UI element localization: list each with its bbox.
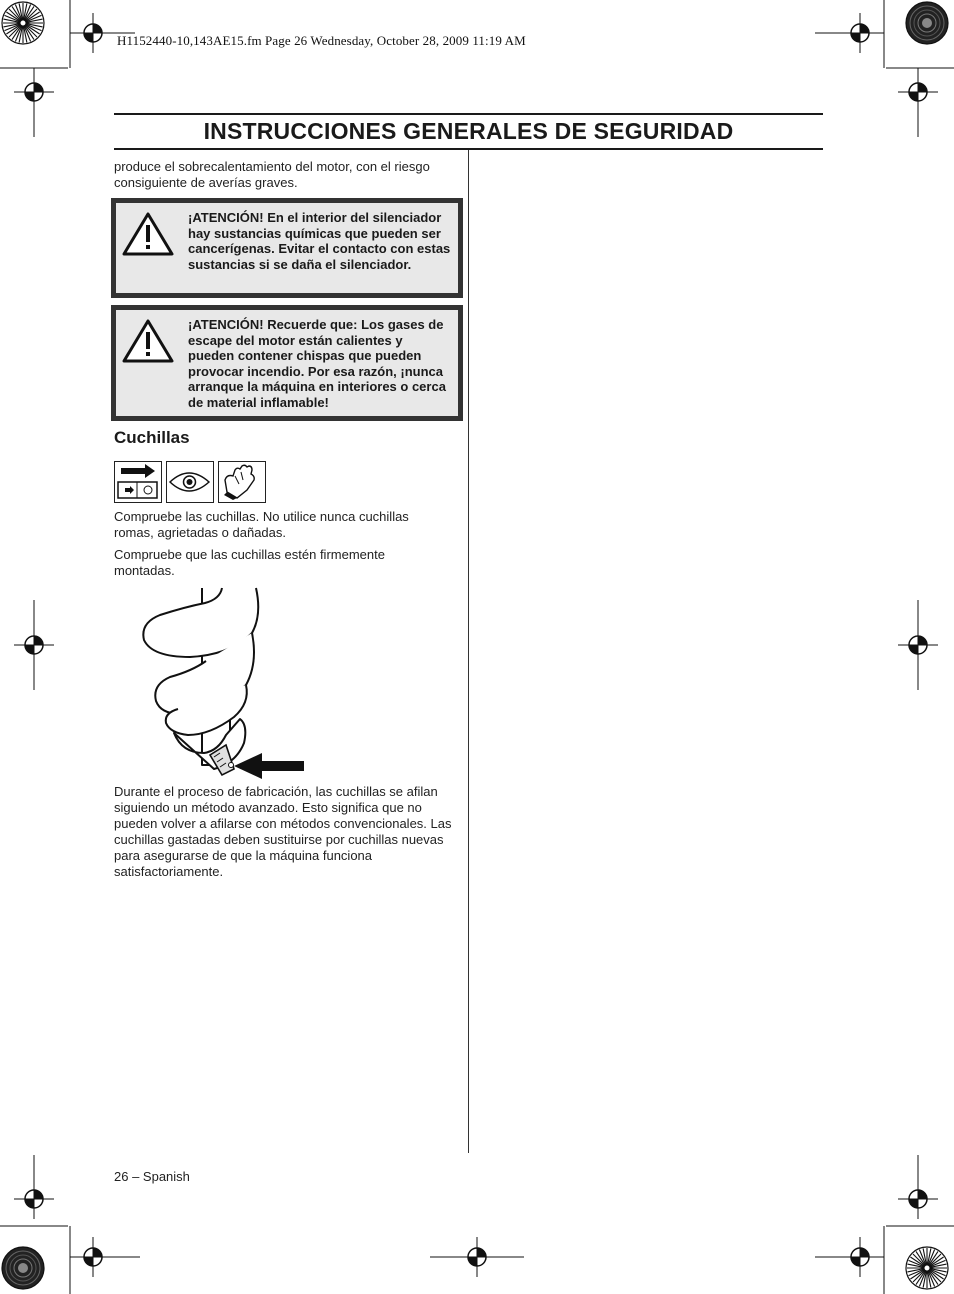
title-rule-top bbox=[114, 113, 823, 115]
column-divider bbox=[468, 150, 469, 1153]
warning-text: ¡ATENCIÓN! En el interior del silenciador hay sustancias químicas que pueden ser cancerígenas. Evitar el contacto con estas sustancias si se daña el silenciador. bbox=[188, 210, 451, 272]
warning-triangle-icon bbox=[122, 211, 174, 257]
intro-paragraph: produce el sobrecalentamiento del motor, con el riesgo consiguiente de averías graves. bbox=[114, 159, 430, 190]
read-manual-icon bbox=[114, 461, 162, 503]
warning-text: ¡ATENCIÓN! Recuerde que: Los gases de escape del motor están calientes y pueden contener chispas que pueden provocar incendio. Por esa razón, ¡nunca arranque la máquina en interiores o cerca de material inflamable! bbox=[188, 317, 446, 410]
page-footer: 26 – Spanish bbox=[114, 1169, 190, 1184]
subsection-title: Cuchillas bbox=[114, 428, 190, 447]
paragraph: Compruebe las cuchillas. No utilice nunca cuchillas romas, agrietadas o dañadas. bbox=[114, 509, 409, 540]
print-header: H1152440-10,143AE15.fm Page 26 Wednesday, October 28, 2009 11:19 AM bbox=[117, 33, 526, 48]
paragraph: Compruebe que las cuchillas estén firmemente montadas. bbox=[114, 547, 385, 578]
warning-box bbox=[111, 305, 463, 421]
warning-box bbox=[111, 198, 463, 298]
page-title: INSTRUCCIONES GENERALES DE SEGURIDAD bbox=[203, 118, 734, 144]
paragraph: Durante el proceso de fabricación, las cuchillas se afilan siguiendo un método avanzado. Esto significa que no pueden volver a afilarse con métodos convencionales. Las cuchillas gastadas deben sustituirse por cuchillas nuevas para asegurarse de que la máquina funciona satisfactoriamente. bbox=[114, 784, 452, 879]
warning-triangle-icon bbox=[122, 318, 174, 364]
eye-protection-icon bbox=[166, 461, 214, 503]
auger-blade-illustration bbox=[130, 585, 315, 780]
protective-gloves-icon bbox=[218, 461, 266, 503]
